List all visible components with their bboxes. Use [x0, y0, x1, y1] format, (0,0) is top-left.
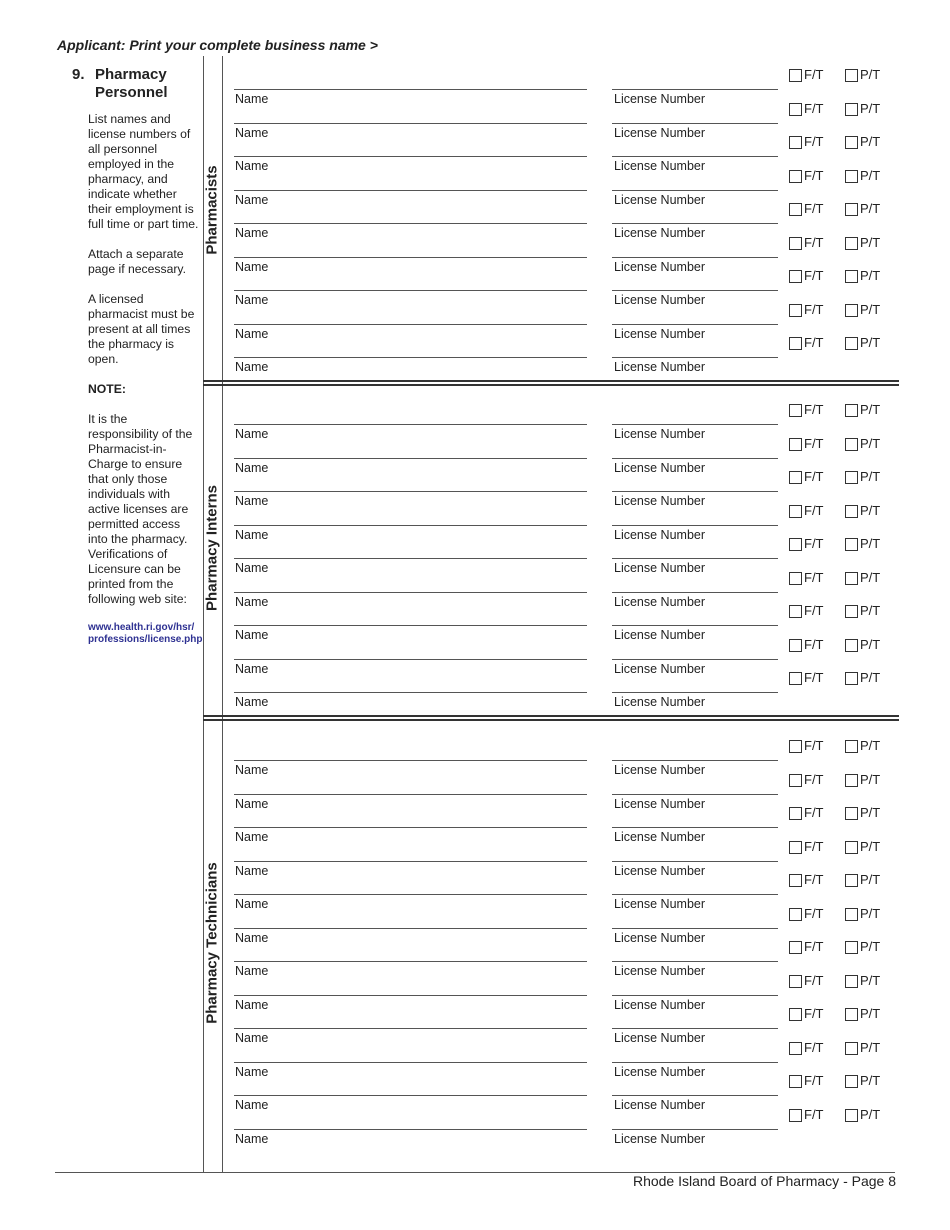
license-number-input-line[interactable] — [612, 1062, 778, 1063]
part-time-checkbox[interactable] — [845, 304, 858, 317]
part-time-checkbox[interactable] — [845, 941, 858, 954]
license-number-label: License Number — [614, 763, 706, 777]
part-time-checkbox[interactable] — [845, 841, 858, 854]
personnel-row — [0, 1006, 950, 1045]
full-time-checkbox[interactable] — [789, 404, 802, 417]
part-time-label: P/T — [860, 939, 881, 954]
part-time-label: P/T — [860, 569, 881, 585]
license-number-label: License Number — [614, 1031, 706, 1045]
name-label: Name — [235, 326, 269, 341]
part-time-label: P/T — [860, 905, 881, 921]
personnel-row — [0, 134, 950, 173]
full-time-checkbox[interactable] — [789, 136, 802, 149]
part-time-checkbox[interactable] — [845, 69, 858, 82]
name-label: Name — [235, 1131, 269, 1146]
part-time-label: P/T — [860, 201, 881, 216]
name-input-line[interactable] — [234, 357, 587, 358]
part-time-checkbox[interactable] — [845, 203, 858, 216]
license-number-input-line[interactable] — [612, 794, 778, 795]
name-input-line[interactable] — [234, 89, 587, 90]
part-time-label: P/T — [860, 972, 881, 988]
full-time-checkbox[interactable] — [789, 270, 802, 283]
full-time-label: F/T — [804, 569, 824, 585]
name-input-line[interactable] — [234, 827, 587, 828]
license-number-label: License Number — [614, 494, 706, 508]
name-label: Name — [235, 661, 269, 676]
full-time-checkbox[interactable] — [789, 505, 802, 518]
full-time-label: F/T — [804, 335, 824, 350]
license-number-label: License Number — [614, 527, 706, 542]
name-label: Name — [235, 695, 269, 709]
full-time-checkbox[interactable] — [789, 740, 802, 753]
name-label: Name — [235, 1031, 269, 1045]
part-time-label: P/T — [860, 502, 881, 518]
name-input-line[interactable] — [234, 458, 587, 459]
part-time-checkbox[interactable] — [845, 471, 858, 484]
license-number-label: License Number — [614, 159, 706, 173]
personnel-row — [0, 569, 950, 609]
name-input-line[interactable] — [234, 123, 587, 124]
part-time-checkbox[interactable] — [845, 538, 858, 551]
personnel-row — [0, 771, 950, 811]
full-time-label: F/T — [804, 771, 824, 787]
name-input-line[interactable] — [234, 794, 587, 795]
part-time-checkbox[interactable] — [845, 505, 858, 518]
personnel-row — [0, 502, 950, 542]
part-time-label: P/T — [860, 1039, 881, 1055]
license-number-label: License Number — [614, 695, 706, 709]
personnel-row — [0, 268, 950, 307]
name-label: Name — [235, 159, 269, 173]
full-time-label: F/T — [804, 268, 824, 283]
personnel-row — [0, 738, 950, 777]
part-time-label: P/T — [860, 435, 881, 451]
name-input-line[interactable] — [234, 1062, 587, 1063]
name-label: Name — [235, 360, 269, 374]
name-label: Name — [235, 830, 269, 844]
full-time-checkbox[interactable] — [789, 69, 802, 82]
name-input-line[interactable] — [234, 324, 587, 325]
part-time-label: P/T — [860, 838, 881, 854]
license-number-input-line[interactable] — [612, 123, 778, 124]
name-input-line[interactable] — [234, 156, 587, 157]
name-input-line[interactable] — [234, 760, 587, 761]
full-time-label: F/T — [804, 301, 824, 317]
full-time-checkbox[interactable] — [789, 1109, 802, 1122]
license-number-label: License Number — [614, 863, 706, 878]
url-line2: professions/license.php — [88, 634, 203, 645]
name-input-line[interactable] — [234, 525, 587, 526]
license-number-label: License Number — [614, 964, 706, 978]
name-label: Name — [235, 594, 269, 609]
part-time-label: P/T — [860, 67, 881, 82]
full-time-label: F/T — [804, 1006, 824, 1021]
name-label: Name — [235, 1064, 269, 1079]
part-time-checkbox[interactable] — [845, 572, 858, 585]
license-number-input-line[interactable] — [612, 894, 778, 895]
name-label: Name — [235, 527, 269, 542]
license-number-label: License Number — [614, 997, 706, 1012]
full-time-checkbox[interactable] — [789, 1008, 802, 1021]
license-number-label: License Number — [614, 561, 706, 575]
part-time-label: P/T — [860, 771, 881, 787]
personnel-row — [0, 905, 950, 945]
license-number-input-line[interactable] — [612, 458, 778, 459]
section-separator — [203, 715, 899, 721]
license-number-input-line[interactable] — [612, 357, 778, 358]
full-time-label: F/T — [804, 872, 824, 887]
name-label: Name — [235, 293, 269, 307]
personnel-row — [0, 536, 950, 575]
license-number-input-line[interactable] — [612, 1095, 778, 1096]
part-time-checkbox[interactable] — [845, 908, 858, 921]
full-time-label: F/T — [804, 67, 824, 82]
section-title-line1: Pharmacy — [95, 66, 167, 83]
full-time-label: F/T — [804, 502, 824, 518]
attach-note: Attach a separate page if necessary. — [88, 247, 187, 276]
part-time-checkbox[interactable] — [845, 1109, 858, 1122]
full-time-checkbox[interactable] — [789, 908, 802, 921]
personnel-row — [0, 1073, 950, 1112]
full-time-checkbox[interactable] — [789, 170, 802, 183]
license-number-label: License Number — [614, 1098, 706, 1112]
section-number: 9. — [72, 66, 85, 83]
pharmacist-presence-note: A licensed pharmacist must be present at all times the pharmacy is open. — [88, 292, 195, 366]
personnel-row — [0, 939, 950, 978]
license-number-label: License Number — [614, 125, 706, 140]
license-number-input-line[interactable] — [612, 257, 778, 258]
part-time-label: P/T — [860, 234, 881, 250]
name-label: Name — [235, 460, 269, 475]
personnel-row — [0, 469, 950, 508]
license-number-label: License Number — [614, 360, 706, 374]
name-label: Name — [235, 796, 269, 811]
license-number-input-line[interactable] — [612, 827, 778, 828]
license-number-input-line[interactable] — [612, 89, 778, 90]
personnel-row — [0, 636, 950, 676]
part-time-checkbox[interactable] — [845, 237, 858, 250]
license-number-input-line[interactable] — [612, 995, 778, 996]
name-label: Name — [235, 997, 269, 1012]
license-number-input-line[interactable] — [612, 592, 778, 593]
name-input-line[interactable] — [234, 659, 587, 660]
license-number-input-line[interactable] — [612, 156, 778, 157]
page-footer: Rhode Island Board of Pharmacy - Page 8 — [632, 1173, 896, 1189]
full-time-checkbox[interactable] — [789, 605, 802, 618]
name-label: Name — [235, 863, 269, 878]
part-time-label: P/T — [860, 134, 881, 149]
name-input-line[interactable] — [234, 190, 587, 191]
personnel-row — [0, 805, 950, 844]
name-input-line[interactable] — [234, 625, 587, 626]
name-input-line[interactable] — [234, 961, 587, 962]
license-number-input-line[interactable] — [612, 961, 778, 962]
part-time-label: P/T — [860, 268, 881, 283]
personnel-row — [0, 167, 950, 207]
license-number-label: License Number — [614, 427, 706, 441]
full-time-label: F/T — [804, 201, 824, 216]
name-input-line[interactable] — [234, 1028, 587, 1029]
part-time-label: P/T — [860, 167, 881, 183]
name-label: Name — [235, 125, 269, 140]
name-label: Name — [235, 628, 269, 642]
name-label: Name — [235, 561, 269, 575]
name-input-line[interactable] — [234, 894, 587, 895]
part-time-checkbox[interactable] — [845, 975, 858, 988]
part-time-checkbox[interactable] — [845, 270, 858, 283]
full-time-label: F/T — [804, 100, 824, 116]
part-time-checkbox[interactable] — [845, 774, 858, 787]
part-time-checkbox[interactable] — [845, 1008, 858, 1021]
part-time-checkbox[interactable] — [845, 170, 858, 183]
url-line1: www.health.ri.gov/hsr/ — [88, 622, 195, 633]
license-number-input-line[interactable] — [612, 1028, 778, 1029]
name-input-line[interactable] — [234, 928, 587, 929]
name-input-line[interactable] — [234, 491, 587, 492]
name-input-line[interactable] — [234, 861, 587, 862]
full-time-checkbox[interactable] — [789, 1042, 802, 1055]
license-number-label: License Number — [614, 92, 706, 106]
name-label: Name — [235, 964, 269, 978]
license-number-input-line[interactable] — [612, 190, 778, 191]
license-number-label: License Number — [614, 628, 706, 642]
personnel-row — [0, 435, 950, 475]
license-number-input-line[interactable] — [612, 324, 778, 325]
license-number-input-line[interactable] — [612, 290, 778, 291]
section-title-line2: Personnel — [95, 84, 168, 101]
name-input-line[interactable] — [234, 1129, 587, 1130]
full-time-label: F/T — [804, 939, 824, 954]
license-number-input-line[interactable] — [612, 861, 778, 862]
part-time-checkbox[interactable] — [845, 337, 858, 350]
part-time-checkbox[interactable] — [845, 1042, 858, 1055]
name-input-line[interactable] — [234, 995, 587, 996]
license-number-label: License Number — [614, 192, 706, 207]
personnel-row — [0, 234, 950, 274]
full-time-checkbox[interactable] — [789, 572, 802, 585]
license-number-label: License Number — [614, 930, 706, 945]
license-number-label: License Number — [614, 661, 706, 676]
personnel-row — [0, 1039, 950, 1079]
license-number-input-line[interactable] — [612, 223, 778, 224]
license-number-input-line[interactable] — [612, 659, 778, 660]
license-number-label: License Number — [614, 226, 706, 240]
full-time-checkbox[interactable] — [789, 774, 802, 787]
full-time-checkbox[interactable] — [789, 304, 802, 317]
name-input-line[interactable] — [234, 223, 587, 224]
part-time-checkbox[interactable] — [845, 605, 858, 618]
license-number-label: License Number — [614, 1131, 706, 1146]
part-time-label: P/T — [860, 1006, 881, 1021]
name-label: Name — [235, 427, 269, 441]
full-time-checkbox[interactable] — [789, 975, 802, 988]
full-time-label: F/T — [804, 167, 824, 183]
part-time-checkbox[interactable] — [845, 136, 858, 149]
name-input-line[interactable] — [234, 290, 587, 291]
full-time-label: F/T — [804, 469, 824, 484]
license-number-label: License Number — [614, 594, 706, 609]
full-time-label: F/T — [804, 838, 824, 854]
full-time-label: F/T — [804, 134, 824, 149]
full-time-checkbox[interactable] — [789, 1075, 802, 1088]
name-label: Name — [235, 897, 269, 911]
full-time-checkbox[interactable] — [789, 639, 802, 652]
full-time-label: F/T — [804, 402, 824, 417]
full-time-label: F/T — [804, 670, 824, 685]
part-time-label: P/T — [860, 536, 881, 551]
name-input-line[interactable] — [234, 692, 587, 693]
part-time-label: P/T — [860, 335, 881, 350]
full-time-checkbox[interactable] — [789, 103, 802, 116]
name-input-line[interactable] — [234, 1095, 587, 1096]
full-time-label: F/T — [804, 805, 824, 820]
name-label: Name — [235, 1098, 269, 1112]
part-time-label: P/T — [860, 670, 881, 685]
full-time-checkbox[interactable] — [789, 203, 802, 216]
license-number-input-line[interactable] — [612, 558, 778, 559]
full-time-checkbox[interactable] — [789, 538, 802, 551]
full-time-checkbox[interactable] — [789, 874, 802, 887]
name-label: Name — [235, 763, 269, 777]
license-number-input-line[interactable] — [612, 424, 778, 425]
note-label: NOTE: — [88, 382, 126, 396]
license-number-input-line[interactable] — [612, 491, 778, 492]
license-number-input-line[interactable] — [612, 692, 778, 693]
section-separator — [203, 380, 899, 386]
name-input-line[interactable] — [234, 257, 587, 258]
license-number-input-line[interactable] — [612, 525, 778, 526]
personnel-row — [0, 100, 950, 140]
part-time-checkbox[interactable] — [845, 1075, 858, 1088]
part-time-label: P/T — [860, 603, 881, 618]
full-time-label: F/T — [804, 1106, 824, 1122]
personnel-row — [0, 402, 950, 441]
part-time-label: P/T — [860, 636, 881, 652]
full-time-checkbox[interactable] — [789, 471, 802, 484]
full-time-label: F/T — [804, 1039, 824, 1055]
full-time-label: F/T — [804, 972, 824, 988]
full-time-label: F/T — [804, 905, 824, 921]
license-number-label: License Number — [614, 259, 706, 274]
name-label: Name — [235, 226, 269, 240]
personnel-row — [0, 1106, 950, 1146]
name-label: Name — [235, 494, 269, 508]
personnel-row — [0, 67, 950, 106]
full-time-checkbox[interactable] — [789, 807, 802, 820]
license-number-label: License Number — [614, 897, 706, 911]
full-time-label: F/T — [804, 738, 824, 753]
full-time-checkbox[interactable] — [789, 941, 802, 954]
part-time-label: P/T — [860, 1106, 881, 1122]
full-time-label: F/T — [804, 1073, 824, 1088]
license-number-label: License Number — [614, 326, 706, 341]
part-time-label: P/T — [860, 402, 881, 417]
license-number-label: License Number — [614, 830, 706, 844]
license-number-label: License Number — [614, 796, 706, 811]
name-label: Name — [235, 259, 269, 274]
part-time-checkbox[interactable] — [845, 874, 858, 887]
full-time-label: F/T — [804, 234, 824, 250]
license-number-label: License Number — [614, 293, 706, 307]
license-number-input-line[interactable] — [612, 760, 778, 761]
name-input-line[interactable] — [234, 592, 587, 593]
name-label: Name — [235, 92, 269, 106]
full-time-checkbox[interactable] — [789, 337, 802, 350]
full-time-label: F/T — [804, 636, 824, 652]
full-time-checkbox[interactable] — [789, 672, 802, 685]
license-number-input-line[interactable] — [612, 928, 778, 929]
part-time-label: P/T — [860, 805, 881, 820]
part-time-checkbox[interactable] — [845, 404, 858, 417]
full-time-label: F/T — [804, 603, 824, 618]
personnel-row — [0, 972, 950, 1012]
instructions-text: List names and license numbers of all personnel employed in the pharmacy, and indicate whether their employment is full time or part time. — [88, 112, 199, 231]
personnel-row — [0, 201, 950, 240]
personnel-row — [0, 838, 950, 878]
part-time-label: P/T — [860, 469, 881, 484]
license-number-label: License Number — [614, 460, 706, 475]
name-label: Name — [235, 930, 269, 945]
part-time-checkbox[interactable] — [845, 103, 858, 116]
part-time-checkbox[interactable] — [845, 740, 858, 753]
part-time-label: P/T — [860, 1073, 881, 1088]
license-number-label: License Number — [614, 1064, 706, 1079]
part-time-label: P/T — [860, 872, 881, 887]
part-time-label: P/T — [860, 100, 881, 116]
name-input-line[interactable] — [234, 558, 587, 559]
full-time-label: F/T — [804, 536, 824, 551]
note-text: It is the responsibility of the Pharmacist-in-Charge to ensure that only those individuals with active licenses are permitted access into the pharmacy. Verifications of Licensure can be printed from the following web site: — [88, 412, 193, 606]
applicant-name-prompt: Applicant: Print your complete business name > — [57, 37, 378, 53]
license-number-input-line[interactable] — [612, 625, 778, 626]
name-input-line[interactable] — [234, 424, 587, 425]
license-number-input-line[interactable] — [612, 1129, 778, 1130]
part-time-checkbox[interactable] — [845, 807, 858, 820]
full-time-label: F/T — [804, 435, 824, 451]
full-time-checkbox[interactable] — [789, 237, 802, 250]
personnel-row — [0, 335, 950, 374]
part-time-label: P/T — [860, 738, 881, 753]
personnel-row — [0, 670, 950, 709]
part-time-checkbox[interactable] — [845, 672, 858, 685]
personnel-row — [0, 872, 950, 911]
part-time-label: P/T — [860, 301, 881, 317]
full-time-checkbox[interactable] — [789, 841, 802, 854]
full-time-checkbox[interactable] — [789, 438, 802, 451]
part-time-checkbox[interactable] — [845, 639, 858, 652]
part-time-checkbox[interactable] — [845, 438, 858, 451]
name-label: Name — [235, 192, 269, 207]
